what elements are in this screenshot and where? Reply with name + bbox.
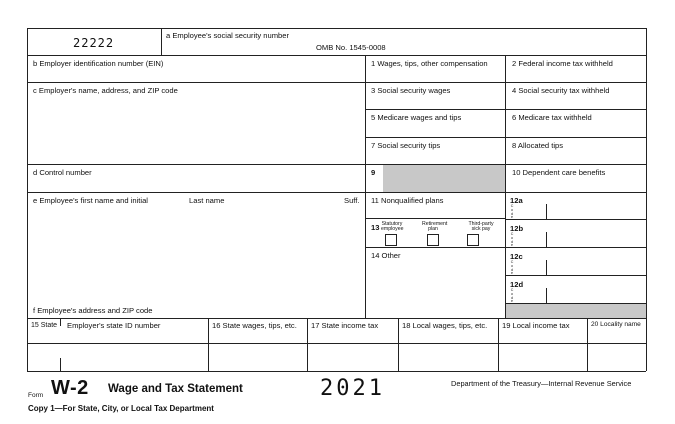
statutory-employee-checkbox[interactable] — [385, 234, 397, 246]
box-12c-field[interactable] — [548, 261, 642, 274]
box-20-field[interactable] — [589, 332, 644, 342]
box-20-label: 20 Locality name — [591, 321, 641, 328]
box-12a-field[interactable] — [548, 205, 642, 218]
box-7-field[interactable] — [371, 152, 499, 163]
employer-address-field[interactable] — [33, 97, 353, 162]
box-4-field[interactable] — [512, 97, 640, 108]
box-18-field[interactable] — [400, 332, 496, 342]
box-19-label: 19 Local income tax — [502, 321, 570, 330]
form-word: Form — [28, 392, 44, 399]
box-8-label: 8 Allocated tips — [512, 141, 564, 150]
box-d-label: d Control number — [33, 168, 92, 177]
box-11-label: 11 Nonqualified plans — [371, 196, 444, 205]
box-12d-code-label: C o d e — [510, 288, 514, 304]
box-10-field[interactable] — [512, 179, 640, 191]
box-e-first-label: e Employee's first name and initial — [33, 196, 148, 205]
box-12c-label: 12c — [510, 252, 523, 261]
box-12-bottom-shade — [506, 304, 646, 318]
box-9-shade — [383, 165, 505, 192]
retirement-plan-checkbox[interactable] — [427, 234, 439, 246]
third-party-sick-pay-checkbox[interactable] — [467, 234, 479, 246]
control-number-field[interactable] — [33, 179, 353, 191]
form-title: Wage and Tax Statement — [108, 383, 243, 395]
box-14-label: 14 Other — [371, 251, 401, 260]
box-17-field[interactable] — [309, 332, 396, 342]
box-19-field[interactable] — [500, 332, 585, 342]
state-id-field[interactable] — [62, 332, 206, 342]
box-a-label: a Employee's social security number — [166, 31, 290, 40]
box-16-field[interactable] — [210, 332, 305, 342]
box-9-label: 9 — [371, 168, 376, 177]
box-12a-code-label: C o d e — [510, 204, 514, 220]
box-14-field[interactable] — [371, 262, 499, 316]
box-17-label: 17 State income tax — [311, 321, 379, 330]
box-16-label: 16 State wages, tips, etc. — [212, 321, 297, 330]
box-e-suffix-label: Suff. — [344, 196, 360, 205]
tax-year: 2021 — [320, 376, 385, 401]
box-1-field[interactable] — [371, 70, 499, 81]
box-11-field[interactable] — [371, 207, 499, 217]
box-6-label: 6 Medicare tax withheld — [512, 113, 592, 122]
box-f-label: f Employee's address and ZIP code — [33, 306, 153, 315]
box-5-field[interactable] — [371, 124, 499, 135]
box-3-label: 3 Social security wages — [371, 86, 451, 95]
box-15-state-label: 15 State — [31, 322, 58, 329]
ssn-field[interactable] — [166, 42, 306, 54]
box-1-label: 1 Wages, tips, other compensation — [371, 59, 488, 68]
department-text: Department of the Treasury—Internal Revenue Service — [451, 379, 632, 388]
employee-name-field[interactable] — [33, 207, 353, 302]
box-12b-code-label: C o d e — [510, 232, 514, 248]
ein-field[interactable] — [33, 70, 353, 81]
box-12b-label: 12b — [510, 224, 524, 233]
box-12d-field[interactable] — [548, 289, 642, 302]
box-15-id-label: Employer's state ID number — [67, 321, 161, 330]
third-party-sick-pay-label: Third-party sick pay — [468, 221, 494, 233]
box-2-label: 2 Federal income tax withheld — [512, 59, 613, 68]
box-12a-label: 12a — [510, 196, 523, 205]
copy-label: Copy 1—For State, City, or Local Tax Department — [28, 404, 214, 413]
box-18-label: 18 Local wages, tips, etc. — [402, 321, 488, 330]
box-e-last-label: Last name — [189, 196, 225, 205]
box-2-field[interactable] — [512, 70, 640, 81]
retirement-plan-label: Retirement plan — [422, 221, 448, 233]
box-12c-code-label: C o d e — [510, 260, 514, 276]
box-c-label: c Employer's name, address, and ZIP code — [33, 86, 178, 95]
form-name: W-2 — [51, 377, 89, 399]
box-3-field[interactable] — [371, 97, 499, 108]
box-12b-field[interactable] — [548, 233, 642, 246]
box-13-label: 13 — [371, 223, 380, 232]
box-b-label: b Employer identification number (EIN) — [33, 59, 164, 68]
box-7-label: 7 Social security tips — [371, 141, 441, 150]
statutory-employee-label: Statutory employee — [381, 221, 404, 233]
omb-number: OMB No. 1545-0008 — [316, 43, 386, 52]
box-6-field[interactable] — [512, 124, 640, 135]
box-8-field[interactable] — [512, 152, 640, 163]
state-field[interactable] — [28, 332, 59, 342]
box-10-label: 10 Dependent care benefits — [512, 168, 606, 177]
box-5-label: 5 Medicare wages and tips — [371, 113, 462, 122]
control-code: 22222 — [73, 36, 115, 50]
box-4-label: 4 Social security tax withheld — [512, 86, 610, 95]
box-12d-label: 12d — [510, 280, 524, 289]
